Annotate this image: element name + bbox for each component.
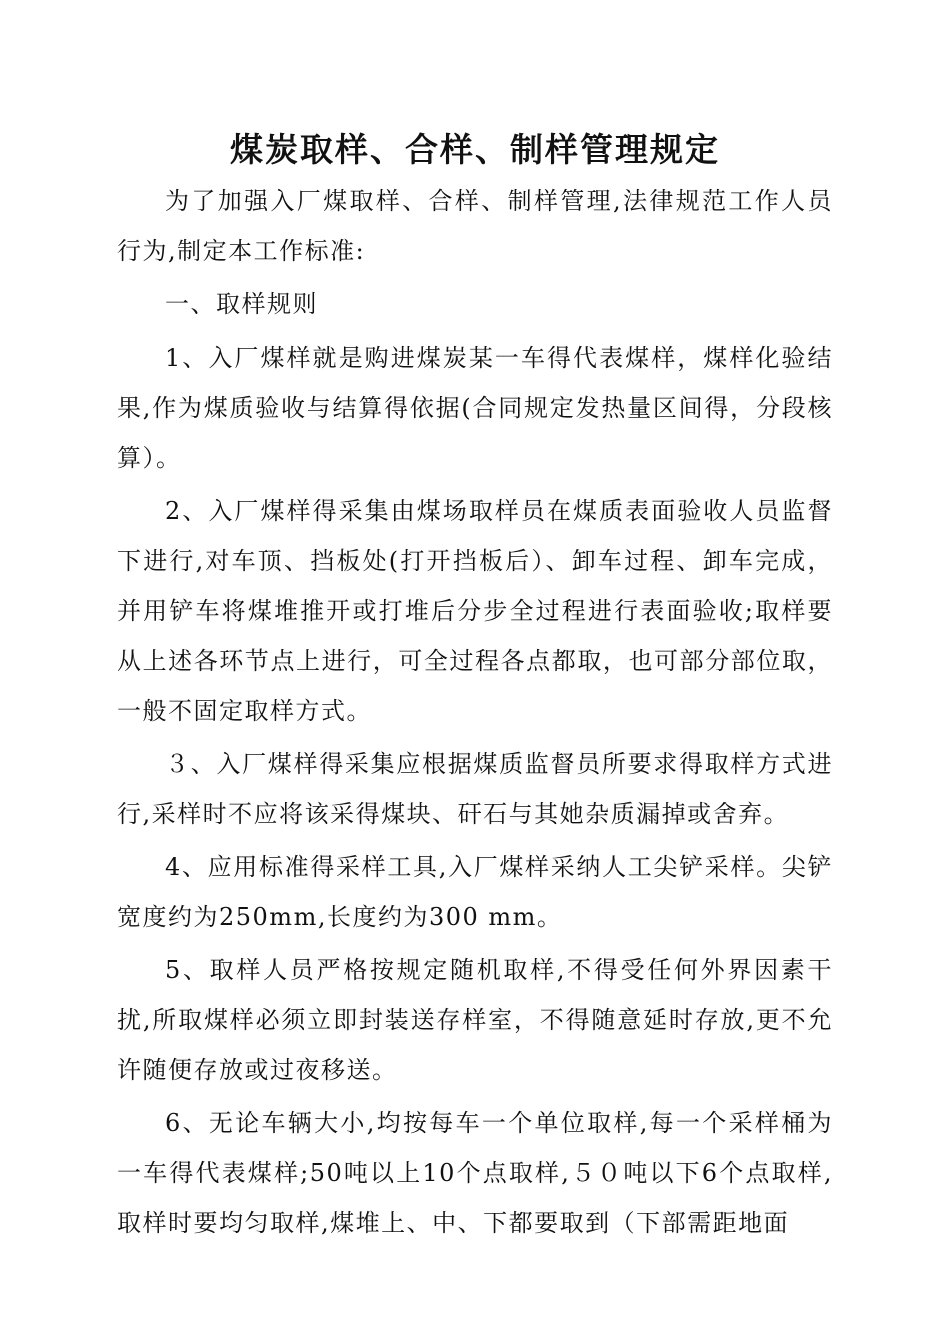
document-title: 煤炭取样、合样、制样管理规定 [230, 130, 720, 169]
rule-paragraph-4: 4、应用标准得采样工具,入厂煤样采纳人工尖铲采样。尖铲宽度约为250mm,长度约为300 mm。 [117, 853, 833, 931]
rule-paragraph-5: 5、取样人员严格按规定随机取样,不得受任何外界因素干扰,所取煤样必须立即封装送存样室，不得随意延时存放,更不允许随便存放或过夜移送。 [117, 956, 833, 1084]
intro-paragraph: 为了加强入厂煤取样、合样、制样管理,法律规范工作人员行为,制定本工作标准: [117, 187, 833, 265]
rule-paragraph-1: 1、入厂煤样就是购进煤炭某一车得代表煤样，煤样化验结果,作为煤质验收与结算得依据(合同规定发热量区间得，分段核算）。 [117, 344, 833, 472]
rule-paragraph-6: 6、无论车辆大小,均按每车一个单位取样,每一个采样桶为一车得代表煤样;50吨以上10个点取样,５０吨以下6个点取样,取样时要均匀取样,煤堆上、中、下都要取到（下部需距地面 [117, 1109, 833, 1237]
document-body [117, 176, 833, 1251]
section-heading: 一、取样规则 [165, 290, 318, 318]
rule-paragraph-3: ３、入厂煤样得采集应根据煤质监督员所要求得取样方式进行,采样时不应将该采得煤块、矸石与其她杂质漏掉或舍弃。 [117, 750, 833, 828]
rule-paragraph-2: 2、入厂煤样得采集由煤场取样员在煤质表面验收人员监督下进行,对车顶、挡板处(打开挡板后）、卸车过程、卸车完成，并用铲车将煤堆推开或打堆后分步全过程进行表面验收;取样要从上述各环节点上进行，可全过程各点都取，也可部分部位取，一般不固定取样方式。 [117, 497, 833, 725]
